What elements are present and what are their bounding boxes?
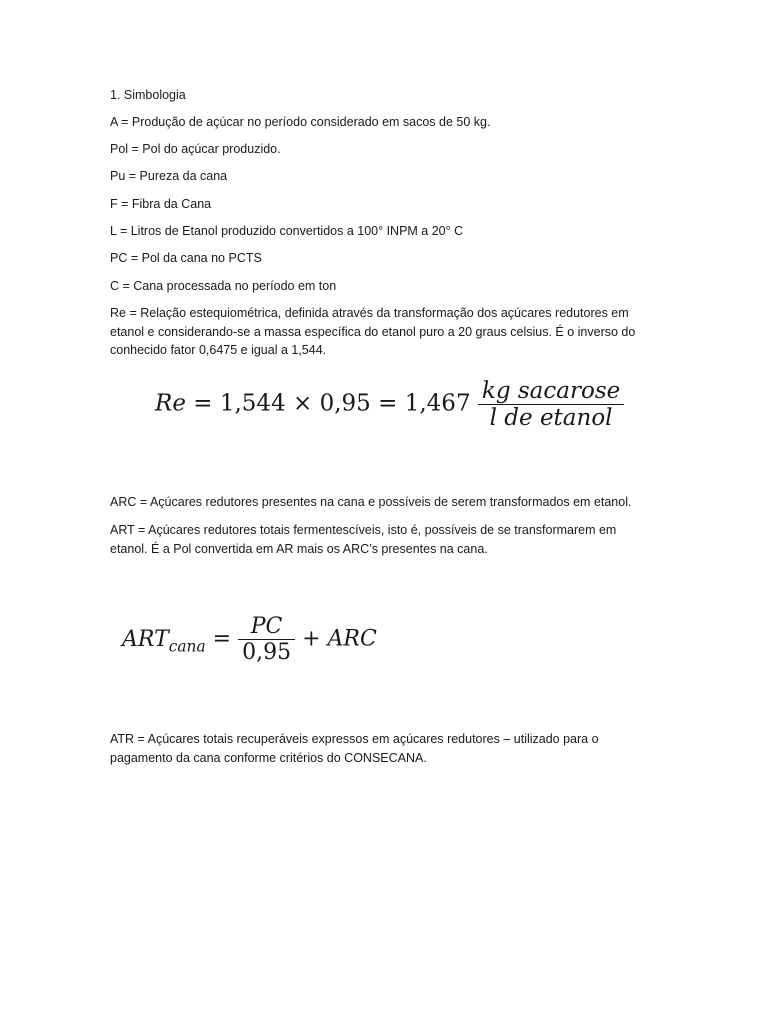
equation-art bbox=[122, 614, 377, 665]
definition-re: Re = Relação estequiométrica, definida através da transformação dos açúcares redutores em etanol e considerando-se a massa específica do etanol puro a 20 graus celsius. É o inverso do conhecido fator 0,6475 e igual a 1,544. bbox=[110, 306, 636, 357]
eq-re-unit-fraction bbox=[478, 378, 624, 431]
definition-f: F = Fibra da Cana bbox=[110, 197, 212, 211]
definition-arc: ARC = Açúcares redutores presentes na cana e possíveis de serem transformados em etanol. bbox=[110, 495, 632, 509]
eq-re-equals-1: = bbox=[193, 390, 213, 417]
eq-re-value-1: 1,544 bbox=[219, 390, 286, 417]
section-heading: 1. Simbologia bbox=[110, 88, 186, 102]
definition-a: A = Produção de açúcar no período considerado em sacos de 50 kg. bbox=[110, 115, 491, 129]
eq-re-lhs: Re bbox=[155, 390, 186, 417]
eq-art-equals: = bbox=[212, 626, 232, 652]
eq-art-lhs: $ART_{cana}$ bbox=[122, 626, 206, 655]
eq-art-term: ARC bbox=[327, 626, 377, 652]
definition-c: C = Cana processada no período em ton bbox=[110, 279, 337, 293]
definition-pc: PC = Pol da cana no PCTS bbox=[110, 251, 262, 265]
eq-art-lhs-subscript: cana bbox=[168, 636, 206, 655]
definition-pol: Pol = Pol do açúcar produzido. bbox=[110, 142, 281, 156]
definition-atr: ATR = Açúcares totais recuperáveis expressos em açúcares redutores – utilizado para o pagamento da cana conforme critérios do CONSECANA. bbox=[110, 732, 599, 765]
definition-art: ART = Açúcares redutores totais fermentescíveis, isto é, possíveis de se transformarem em etanol. É a Pol convertida em AR mais os ARC’s presentes na cana. bbox=[110, 523, 617, 556]
eq-re-value-2: 0,95 bbox=[319, 390, 371, 417]
equation-re bbox=[155, 378, 624, 431]
definition-l: L = Litros de Etanol produzido convertidos a 100° INPM a 20° C bbox=[110, 224, 464, 238]
definition-pu: Pu = Pureza da cana bbox=[110, 169, 228, 183]
eq-art-plus: + bbox=[302, 626, 321, 652]
eq-re-times: × bbox=[293, 390, 313, 417]
eq-re-unit-denominator: l de etanol bbox=[489, 405, 613, 431]
eq-art-fraction bbox=[238, 614, 295, 665]
eq-art-numerator: PC bbox=[238, 614, 295, 640]
eq-re-equals-2: = bbox=[378, 390, 398, 417]
eq-re-unit-numerator: kg sacarose bbox=[478, 378, 624, 405]
eq-re-result: 1,467 bbox=[404, 390, 471, 417]
eq-art-denominator: 0,95 bbox=[242, 640, 292, 665]
